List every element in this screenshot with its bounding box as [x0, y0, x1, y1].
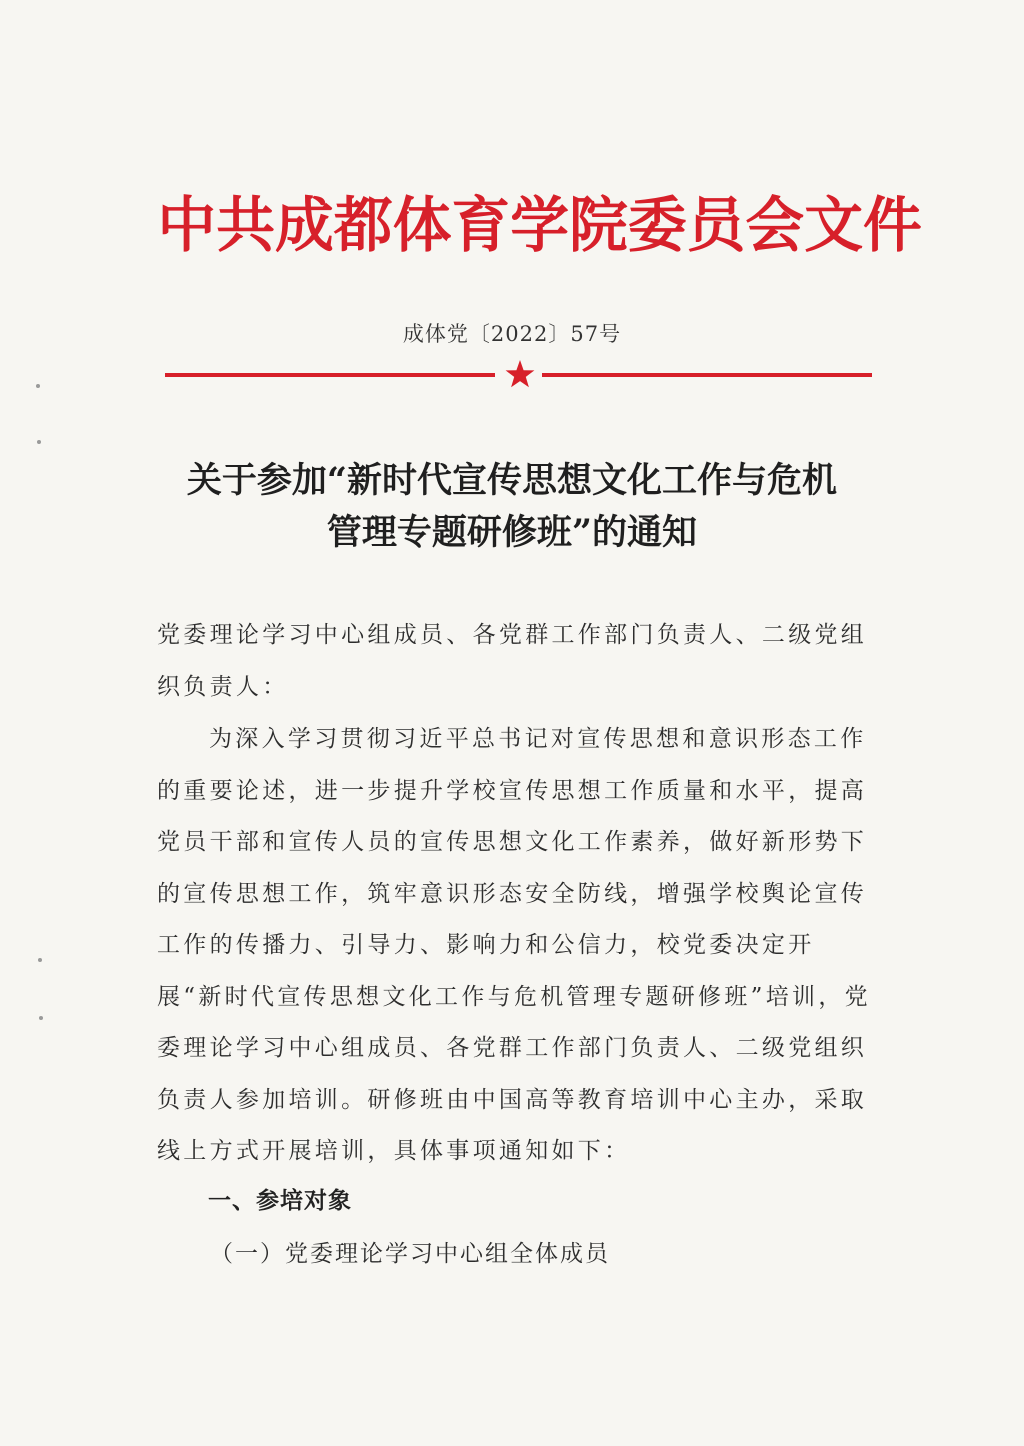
- document-number: 成体党〔2022〕57号: [402, 322, 622, 346]
- addressee: 党委理论学习中心组成员、各党群工作部门负责人、二级党组织负责人：: [157, 622, 868, 700]
- issuer-header-title: 中共成都体育学院委员会文件: [157, 191, 922, 261]
- red-divider-right: [542, 373, 872, 377]
- scan-speck: [39, 1016, 43, 1020]
- scan-speck: [36, 384, 40, 388]
- red-divider-left: [165, 373, 495, 377]
- star-icon: [504, 358, 536, 390]
- scan-speck: [38, 958, 42, 962]
- section-item: （一）党委理论学习中心组全体成员: [210, 1241, 610, 1267]
- body-paragraph: 为深入学习贯彻习近平总书记对宣传思想和意识形态工作的重要论述，进一步提升学校宣传思想工作质量和水平，提高党员干部和宣传人员的宣传思想文化工作素养，做好新形势下的宣传思想工作，筑牢意识形态安全防线，增强学校舆论宣传工作的传播力、引导力、影响力和公信力，校党委决定开展“新时代宣传思想文化工作与危机管理专题研修班”培训，党委理论学习中心组成员、各党群工作部门负责人、二级党组织负责人参加培训。研修班由中国高等教育培训中心主办，采取线上方式开展培训，具体事项通知如下：: [157, 726, 871, 1164]
- notice-title-line-1: 关于参加“新时代宣传思想文化工作与危机: [186, 460, 838, 501]
- notice-title: [140, 455, 884, 559]
- scan-speck: [37, 440, 41, 444]
- section-heading: 一、参培对象: [208, 1187, 352, 1214]
- notice-title-line-2: 管理专题研修班”的通知: [326, 512, 698, 553]
